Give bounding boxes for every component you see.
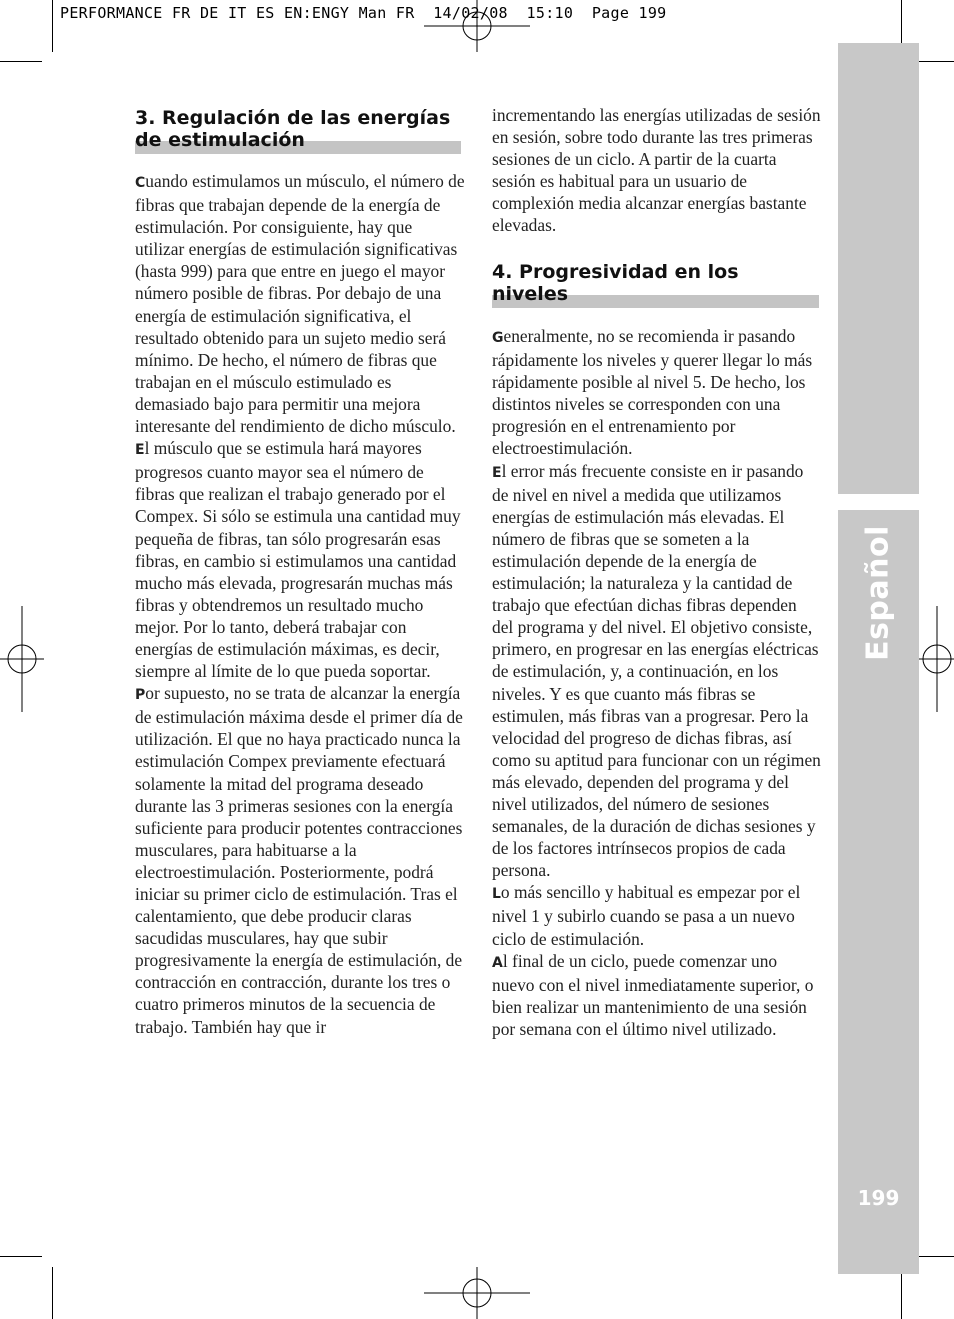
crop-mark-top-left-h (0, 61, 42, 62)
paragraph-continued: incrementando las energías utilizadas de sesión en sesión, sobre todo durante las tres primeras sesiones de un ciclo. A partir de la cuarta sesión es habitual para un usuario de complexión media alcanzar energías bastante elevadas. (492, 105, 821, 236)
initial-letter: P (135, 687, 146, 704)
crop-mark-bottom-left-h (0, 1256, 42, 1257)
crop-mark-bottom-right-v (901, 1267, 902, 1319)
section-3-heading (135, 107, 461, 151)
paragraph-text: or supuesto, no se trata de alcanzar la energía de estimulación máxima desde el primer día de utilización. El que no haya practicado nunca la estimulación Compex previamente efectuará solamente la mitad del programa deseado durante las 3 primeras sesiones con la energía suficiente para producir potentes contracciones musculares, para habituarse a la electroestimulación. Posteriormente, podrá iniciar su primer ciclo de estimulación. Tras el calentamiento, que debe producir claras sacudidas musculares, hay que subir progresivamente la energía de estimulación, de contracción en contracción, durante los tres o cuatro primeros minutos de la secuencia de trabajo. También hay que ir (135, 683, 463, 1037)
paragraph-text: l error más frecuente consiste en ir pasando de nivel en nivel a medida que utilizamos energías de estimulación más elevadas. El número de fibras que se someten a la estimulación depende de la energía de estimulación; la naturaleza y la cantidad de trabajo que efectúan dichas fibras dependen del programa y del nivel. El objetivo consiste, primero, en progresar en las energías eléctricas de estimulación, y, a continuación, en los niveles. Y es que cuanto más fibras se estimulen, más fibras van a progresar. Pero la velocidad del progreso de dichas fibras, así como su aptitud para funcionar con un régimen más elevado, dependen del programa y del nivel utilizados, del número de sesiones semanales, de la duración de dichas sesiones y de los factores intrínsecos propios de cada persona. (492, 460, 821, 881)
initial-letter: G (492, 330, 504, 346)
registration-target-bottom (424, 1267, 530, 1319)
paragraph (135, 437, 465, 682)
paragraph-text: uando estimulamos un músculo, el número de fibras que trabajan depende de la energía de estimulación. Por consiguiente, hay que utilizar energías de estimulación significativas (hasta 999) para que entre en juego el mayor número posible de fibras. Por debajo de una energía de estimulación significativa, el resultado obtenido para un sujeto medio será mínimo. De hecho, el número de fibras que trabajan en el músculo estimulado es demasiado bajo para permitir una mejora interesante del rendimiento de dicho músculo. (135, 171, 465, 437)
initial-letter: E (492, 464, 502, 481)
paragraph-text: l músculo que se estimula hará mayores progresos cuanto mayor sea el número de fibras que realizan el trabajo generado por el Compex. Si sólo se estimula una cantidad muy pequeña de fibras, tan sólo progresarán esas fibras, en cambio si estimulamos una cantidad mucho más elevada, progresarán muchas más fibras y obtendremos un resultado mucho mejor. Por lo tanto, deberá trabajar con energías de estimulación máximas, es decir, siempre al límite de lo que pueda soportar. (135, 438, 461, 682)
paragraph-text: eneralmente, no se recomienda ir pasando rápidamente los niveles y querer llegar lo más rápidamente posible al nivel 5. De hecho, los distintos niveles se corresponden con una progresión en el entrenamiento por electroestimulación. (492, 326, 813, 459)
crop-mark-bottom-left-v (52, 1267, 53, 1319)
initial-letter: E (135, 442, 145, 459)
registration-target-left (0, 606, 44, 712)
print-slug: PERFORMANCE FR DE IT ES EN:ENGY Man FR 14/02/08 15:10 Page 199 (60, 4, 667, 22)
initial-letter: L (492, 886, 501, 903)
initial-letter: A (492, 954, 503, 971)
column-right-continuation (492, 104, 822, 237)
paragraph (135, 682, 465, 1038)
language-sidebar (838, 43, 919, 1274)
registration-target-top (424, 0, 530, 52)
initial-letter: C (135, 175, 146, 191)
language-label: Español (860, 525, 896, 661)
paragraph-text: o más sencillo y habitual es empezar por el nivel 1 y subirlo cuando se pasa a un nuevo ciclo de estimulación. (492, 882, 801, 949)
crop-mark-top-left-v (52, 0, 53, 52)
sidebar-tab-divider (838, 494, 919, 510)
paragraph (492, 950, 822, 1040)
paragraph (492, 460, 822, 882)
paragraph (492, 881, 822, 949)
section-3-heading-text: 3. Regulación de las energías de estimulación (135, 107, 451, 151)
section-4-heading (492, 261, 819, 305)
section-4-heading-text: 4. Progresividad en los niveles (492, 261, 739, 305)
paragraph (492, 325, 822, 460)
paragraph (135, 170, 465, 437)
column-right (492, 325, 822, 1040)
page-number: 199 (857, 1186, 900, 1210)
column-left (135, 170, 465, 1038)
paragraph-text: l final de un ciclo, puede comenzar uno nuevo con el nivel inmediatamente superior, o bien realizar un mantenimiento de una sesión por semana con el último nivel utilizado. (492, 950, 814, 1039)
